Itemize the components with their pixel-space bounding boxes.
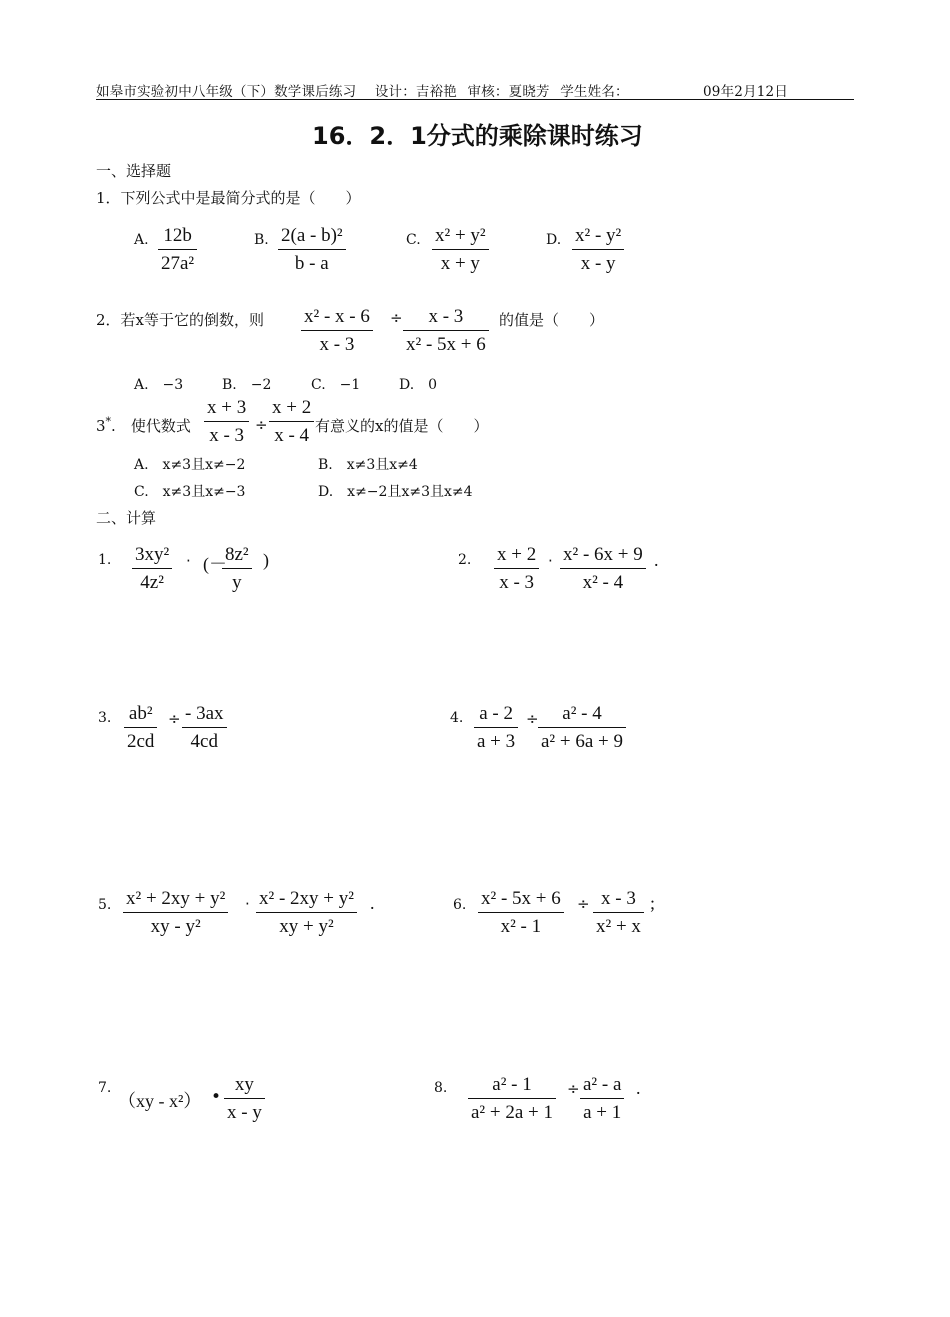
q2-fraction-2 (403, 307, 489, 354)
q3-option-d: D. x≠−2且x≠3且x≠4 (318, 484, 473, 500)
calc-7-multiply-dot: • (211, 1087, 222, 1107)
q3-fraction-1 (204, 398, 249, 445)
q3-fraction-2 (269, 398, 314, 445)
numerator: x + 3 (207, 397, 247, 418)
numerator: 12b (163, 225, 192, 246)
q1-option-c-label: C. (406, 232, 421, 248)
denominator: x² - 1 (500, 916, 542, 937)
numerator: xy (234, 1074, 254, 1095)
q1-option-d-fraction (572, 226, 624, 273)
calc-6-label: 6. (453, 897, 467, 913)
denominator: 27a² (161, 253, 195, 274)
calc-1-label: 1. (98, 552, 112, 568)
q2-fraction-1 (301, 307, 373, 354)
question-3-number: 3 (96, 417, 106, 435)
calc-2-label: 2. (458, 552, 472, 568)
calc-5-multiply-sign: · (245, 895, 250, 913)
question-1-stem: 1．下列公式中是最简分式的是（ ） (96, 189, 361, 207)
denominator: y (232, 572, 242, 593)
header-date: 09年2月12日 (703, 84, 789, 100)
denominator: x² + x (596, 916, 641, 937)
header-design: 设计：吉裕艳 (374, 84, 458, 100)
numerator: x + 2 (272, 397, 312, 418)
denominator: 4cd (190, 731, 218, 752)
denominator: xy + y² (279, 916, 334, 937)
calc-7-lead-expression: （xy - x²） (118, 1091, 202, 1111)
q1-option-a-fraction (158, 226, 197, 273)
denominator: a + 3 (477, 731, 516, 752)
calc-5-fraction-2 (256, 889, 357, 936)
q1-option-b-label: B. (254, 232, 269, 248)
calc-1-open-paren: (－ (203, 554, 227, 574)
page-title: 16．2．1分式的乘除课时练习 (312, 122, 643, 150)
calc-5-end-mark: . (370, 893, 375, 913)
calc-6-end-mark: ; (650, 893, 656, 913)
numerator: x² + 2xy + y² (126, 888, 226, 909)
numerator: 8z² (225, 544, 249, 565)
denominator: b - a (294, 253, 329, 274)
calc-1-multiply-sign: · (186, 552, 191, 570)
calc-8-fraction-1 (468, 1075, 556, 1122)
denominator: x - 3 (209, 425, 245, 446)
calc-1-close-paren: ) (263, 550, 269, 570)
denominator: 4z² (140, 572, 164, 593)
numerator: a² - 1 (492, 1074, 532, 1095)
numerator: x² - x - 6 (304, 306, 370, 327)
calc-8-divide-sign: ÷ (567, 1080, 580, 1098)
question-2-post: 的值是（ ） (499, 311, 605, 329)
calc-2-fraction-1 (494, 545, 539, 592)
numerator: ab² (128, 703, 153, 724)
calc-1-fraction-2 (222, 545, 252, 592)
calc-4-label: 4. (450, 710, 464, 726)
denominator: a² + 2a + 1 (471, 1102, 553, 1123)
header-review: 审核：夏晓芳 (467, 84, 550, 100)
denominator: 2cd (127, 731, 155, 752)
denominator: a² + 6a + 9 (541, 731, 623, 752)
calc-8-label: 8. (434, 1080, 448, 1096)
numerator: x - 3 (428, 306, 464, 327)
calc-5-fraction-1 (123, 889, 228, 936)
q3-option-c: C. x≠3且x≠−3 (134, 484, 246, 500)
denominator: x - y (227, 1102, 262, 1123)
header-student-name: 学生姓名： (560, 84, 629, 100)
numerator: a² - a (583, 1074, 622, 1095)
numerator: 2(a - b)² (281, 225, 343, 246)
question-3-star: * (105, 415, 112, 428)
calc-7-label: 7. (98, 1080, 112, 1096)
question-3-pre (96, 415, 191, 436)
calc-5-label: 5. (98, 897, 112, 913)
section-heading-choice: 一、选择题 (96, 162, 172, 180)
calc-3-fraction-2 (182, 704, 227, 751)
denominator: x - 3 (319, 334, 355, 355)
numerator: 3xy² (135, 544, 170, 565)
calc-3-label: 3. (98, 710, 112, 726)
calc-4-divide-sign: ÷ (526, 710, 539, 728)
calc-3-divide-sign: ÷ (168, 710, 181, 728)
calc-2-multiply-sign: · (548, 552, 553, 570)
question-3-post: 有意义的x的值是（ ） (315, 417, 489, 435)
denominator: x - 4 (274, 425, 310, 446)
calc-1-fraction-1 (132, 545, 172, 592)
denominator: x² - 5x + 6 (406, 334, 486, 355)
section-heading-calc: 二、计算 (96, 509, 157, 527)
denominator: x² - 4 (582, 572, 624, 593)
q3-option-a: A. x≠3且x≠−2 (134, 457, 246, 473)
numerator: a - 2 (479, 703, 513, 724)
numerator: x + 2 (497, 544, 537, 565)
q2-option-b: B. −2 (222, 377, 272, 393)
denominator: xy - y² (150, 916, 201, 937)
header-school: 如皋市实验初中八年级（下）数学课后练习 (96, 84, 357, 100)
header-divider (96, 99, 854, 100)
denominator: a + 1 (583, 1102, 622, 1123)
calc-7-fraction (224, 1075, 265, 1122)
numerator: x² - 5x + 6 (481, 888, 561, 909)
calc-6-fraction-1 (478, 889, 564, 936)
q3-divide-sign: ÷ (255, 416, 268, 434)
denominator: x - 3 (499, 572, 535, 593)
calc-4-fraction-2 (538, 704, 626, 751)
numerator: x² + y² (435, 225, 486, 246)
question-3-lead: . 使代数式 (111, 417, 191, 435)
denominator: x + y (440, 253, 480, 274)
q2-option-c: C. −1 (311, 377, 361, 393)
q2-divide-sign: ÷ (390, 309, 403, 327)
denominator: x - y (580, 253, 616, 274)
numerator: x² - 6x + 9 (563, 544, 643, 565)
calc-6-fraction-2 (593, 889, 644, 936)
question-2-pre: 2．若x等于它的倒数，则 (96, 311, 265, 329)
q1-option-c-fraction (432, 226, 489, 273)
numerator: - 3ax (185, 703, 224, 724)
q1-option-b-fraction (278, 226, 346, 273)
calc-2-fraction-2 (560, 545, 646, 592)
numerator: a² - 4 (562, 703, 602, 724)
q2-option-a: A. −3 (134, 377, 184, 393)
calc-3-fraction-1 (124, 704, 157, 751)
calc-2-end-mark: . (654, 550, 659, 570)
numerator: x² - y² (575, 225, 622, 246)
q2-option-d: D. 0 (399, 377, 438, 393)
numerator: x - 3 (601, 888, 636, 909)
calc-8-end-mark: . (636, 1078, 641, 1098)
header-line (96, 80, 629, 100)
q1-option-a-label: A. (134, 232, 149, 248)
numerator: x² - 2xy + y² (259, 888, 354, 909)
calc-4-fraction-1 (474, 704, 518, 751)
calc-8-fraction-2 (580, 1075, 624, 1122)
q1-option-d-label: D. (546, 232, 562, 248)
q3-option-b: B. x≠3且x≠4 (318, 457, 418, 473)
calc-6-divide-sign: ÷ (577, 895, 590, 913)
